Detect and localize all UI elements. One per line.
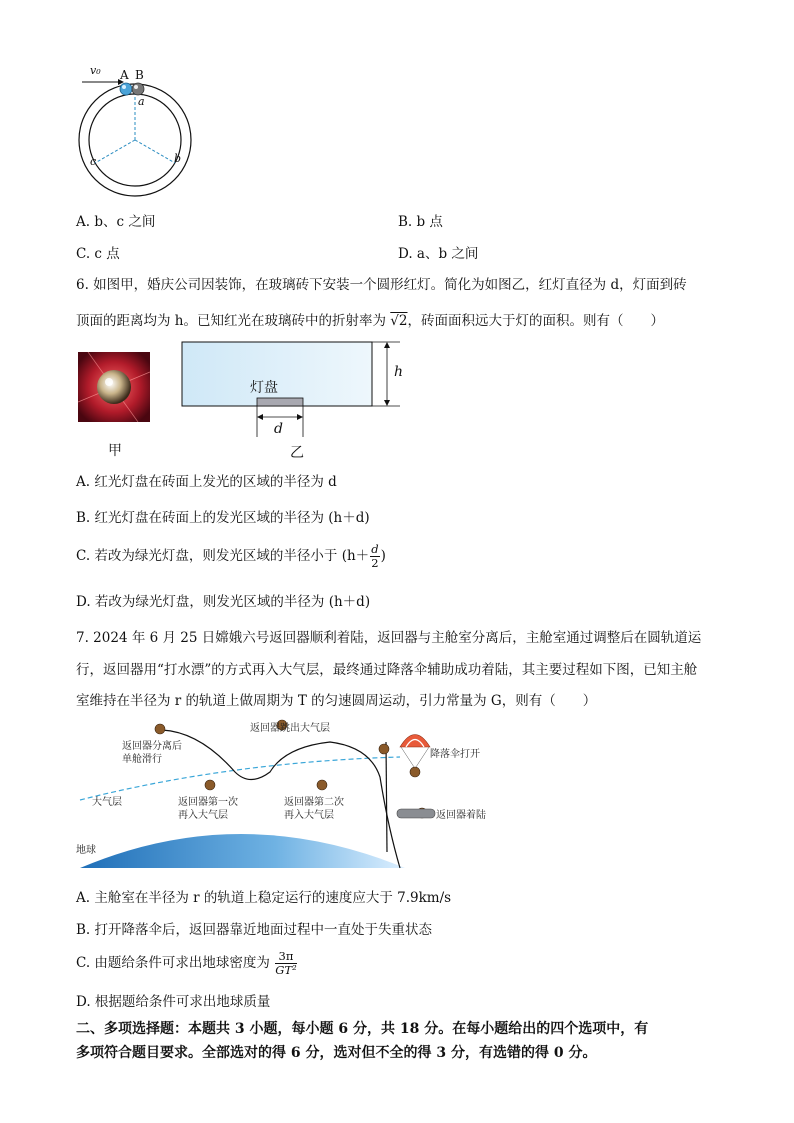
q7-label-parachute: 降落伞打开 [430, 749, 480, 760]
q7-option-c: C. 由题给条件可求出地球密度为 $\frac{3\pi}{\text{GT²}}$ [76, 949, 297, 977]
q7-option-b: B. 打开降落伞后，返回器靠近地面过程中一直处于失重状态 [76, 922, 433, 938]
q6-photo-jia [78, 352, 150, 422]
section2-heading-line2: 多项符合题目要求。全部选对的得 6 分，选对但不全的得 3 分，有选错的得 0 分。 [76, 1045, 597, 1061]
q7-c-fraction: $\frac{3\pi}{\text{GT²}}$ [275, 949, 297, 977]
q6-label-yi: 乙 [290, 445, 304, 461]
q7-label-jump-out: 返回器跳出大气层 [250, 723, 330, 734]
q5-option-b: B. b 点 [398, 214, 443, 230]
q6-label-h: h [394, 364, 404, 380]
q7-label-glide: 单舱滑行 [122, 754, 162, 765]
q6-stem-line2: 顶面的距离均为 h。已知红光在玻璃砖中的折射率为 √2，砖面面积远大于灯的面积。则有（ ） [76, 313, 664, 329]
q7-label-earth: 地球 [76, 845, 96, 856]
section2-heading-line1: 二、多项选择题：本题共 3 小题，每小题 6 分，共 18 分。在每小题给出的四个选项中，有 [76, 1021, 649, 1037]
q5-label-b: b [174, 152, 182, 165]
q7-label-first-1: 返回器第一次 [178, 797, 238, 808]
q6-label-jia: 甲 [108, 443, 122, 459]
q7-label-landing: 返回器着陆 [436, 810, 486, 821]
q6-option-c: C. 若改为绿光灯盘，则发光区域的半径小于 (h＋ $\frac{d}{2}$ ) [76, 542, 386, 570]
sqrt2: √2 [390, 313, 408, 329]
q7-label-separate: 返回器分离后 [122, 741, 182, 752]
q5-option-a: A. b、c 之间 [76, 214, 156, 230]
q6-option-d: D. 若改为绿光灯盘，则发光区域的半径为 (h＋d) [76, 594, 371, 610]
q7-option-a: A. 主舱室在半径为 r 的轨道上稳定运行的速度应大于 7.9km/s [76, 890, 452, 906]
q7-option-d: D. 根据题给条件可求出地球质量 [76, 994, 271, 1010]
q6-stem-line1: 6. 如图甲，婚庆公司因装饰，在玻璃砖下安装一个圆形红灯。简化为如图乙，红灯直径为 d，灯面到砖 [76, 277, 687, 293]
q5-label-A: A [120, 68, 129, 82]
q5-option-d: D. a、b 之间 [398, 246, 479, 262]
q5-label-v0: v₀ [90, 64, 101, 77]
q6-c-fraction: $\frac{d}{2}$ [371, 542, 379, 570]
q5-label-a: a [138, 95, 145, 108]
q7-stem-line3: 室维持在半径为 r 的轨道上做周期为 T 的匀速圆周运动，引力常量为 G，则有（ ） [76, 693, 597, 709]
q7-label-atmosphere: 大气层 [92, 797, 122, 808]
q7-reentry-diagram [70, 712, 510, 872]
q7-label-second-2: 再入大气层 [284, 810, 334, 821]
q5-label-B: B [135, 68, 144, 82]
q6-option-b: B. 红光灯盘在砖面上的发光区域的半径为 (h＋d) [76, 510, 370, 526]
q5-label-c: c [90, 155, 97, 168]
q7-label-first-2: 再入大气层 [178, 810, 228, 821]
q6-diagram-yi [175, 335, 415, 445]
q5-option-c: C. c 点 [76, 246, 120, 262]
q7-stem-line2: 行，返回器用“打水漂”的方式再入大气层，最终通过降落伞辅助成功着陆，其主要过程如下图，已知主舱 [76, 662, 698, 678]
q7-stem-line1: 7. 2024 年 6 月 25 日嫦娥六号返回器顺利着陆，返回器与主舱室分离后，主舱室通过调整后在圆轨道运 [76, 630, 702, 646]
q6-label-d: d [274, 421, 283, 437]
q6-label-dengpan: 灯盘 [250, 380, 278, 396]
q7-label-second-1: 返回器第二次 [284, 797, 344, 808]
q6-option-a: A. 红光灯盘在砖面上发光的区域的半径为 d [76, 474, 337, 490]
